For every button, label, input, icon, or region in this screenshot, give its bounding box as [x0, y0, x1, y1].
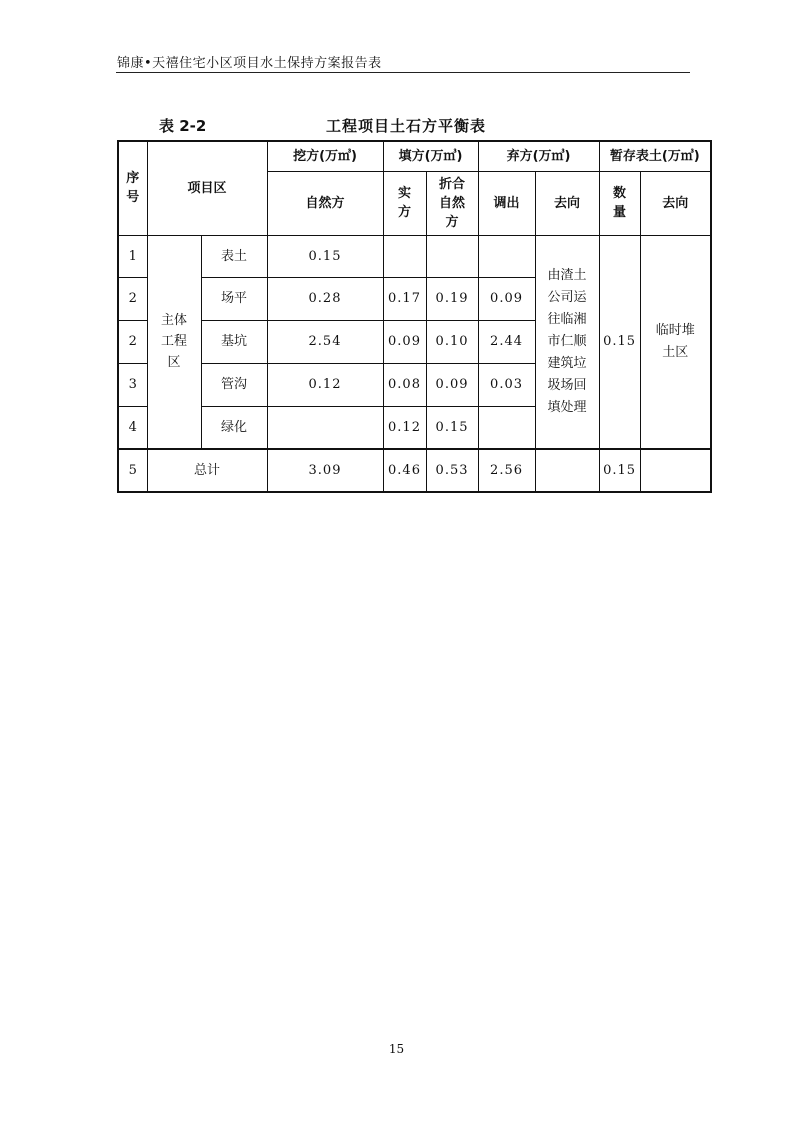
- row-item: 管沟: [201, 363, 267, 406]
- row-solid: [383, 235, 426, 277]
- header-waste: 弃方(万㎥): [478, 141, 599, 171]
- total-converted: 0.53: [426, 449, 478, 492]
- temp-topsoil-destination: 临时堆 土区: [640, 235, 711, 449]
- total-destination-2: [640, 449, 711, 492]
- header-converted: 折合 自然 方: [426, 171, 478, 235]
- row-transfer: 0.09: [478, 277, 535, 320]
- row-solid: 0.12: [383, 406, 426, 449]
- total-seq: 5: [118, 449, 147, 492]
- row-seq: 2: [118, 277, 147, 320]
- row-converted: 0.15: [426, 406, 478, 449]
- header-destination: 去向: [535, 171, 599, 235]
- total-destination: [535, 449, 599, 492]
- header-transfer: 调出: [478, 171, 535, 235]
- row-solid: 0.09: [383, 320, 426, 363]
- row-transfer: [478, 406, 535, 449]
- total-temp-quantity: 0.15: [599, 449, 640, 492]
- row-seq: 2: [118, 320, 147, 363]
- total-excavation: 3.09: [267, 449, 383, 492]
- total-label: 总计: [147, 449, 267, 492]
- row-item: 场平: [201, 277, 267, 320]
- document-header-title: 锦康•天禧住宅小区项目水土保持方案报告表: [117, 56, 382, 71]
- table-caption-title: 工程项目土石方平衡表: [326, 117, 487, 135]
- row-solid: 0.08: [383, 363, 426, 406]
- row-solid: 0.17: [383, 277, 426, 320]
- header-destination-2: 去向: [640, 171, 711, 235]
- row-transfer: 0.03: [478, 363, 535, 406]
- table-row: [118, 235, 711, 277]
- waste-destination: 由渣土 公司运 往临湘 市仁顺 建筑垃 圾场回 填处理: [535, 235, 599, 449]
- row-converted: 0.10: [426, 320, 478, 363]
- total-solid: 0.46: [383, 449, 426, 492]
- header-excavation: 挖方(万㎥): [267, 141, 383, 171]
- header-quantity: 数 量: [599, 171, 640, 235]
- row-seq: 4: [118, 406, 147, 449]
- total-transfer: 2.56: [478, 449, 535, 492]
- table-caption-label: 表 2-2: [159, 117, 207, 135]
- page-number: 15: [388, 1042, 405, 1056]
- row-excavation: [267, 406, 383, 449]
- total-row: [118, 449, 711, 492]
- row-excavation: 0.15: [267, 235, 383, 277]
- header-temp-topsoil: 暂存表土(万㎥): [599, 141, 711, 171]
- row-seq: 3: [118, 363, 147, 406]
- header-row-1: [118, 141, 711, 171]
- row-converted: [426, 235, 478, 277]
- row-converted: 0.09: [426, 363, 478, 406]
- row-item: 基坑: [201, 320, 267, 363]
- row-item: 绿化: [201, 406, 267, 449]
- temp-topsoil-quantity: 0.15: [599, 235, 640, 449]
- header-rule: [116, 72, 690, 73]
- row-transfer: [478, 235, 535, 277]
- header-seq: 序 号: [118, 141, 147, 235]
- group-main-works: 主体 工程 区: [147, 235, 201, 449]
- row-seq: 1: [118, 235, 147, 277]
- header-fill: 填方(万㎥): [383, 141, 478, 171]
- earthwork-balance-table: [117, 140, 712, 493]
- header-solid: 实 方: [383, 171, 426, 235]
- row-excavation: 2.54: [267, 320, 383, 363]
- row-transfer: 2.44: [478, 320, 535, 363]
- header-area: 项目区: [147, 141, 267, 235]
- row-item: 表土: [201, 235, 267, 277]
- row-excavation: 0.12: [267, 363, 383, 406]
- row-converted: 0.19: [426, 277, 478, 320]
- row-excavation: 0.28: [267, 277, 383, 320]
- header-natural: 自然方: [267, 171, 383, 235]
